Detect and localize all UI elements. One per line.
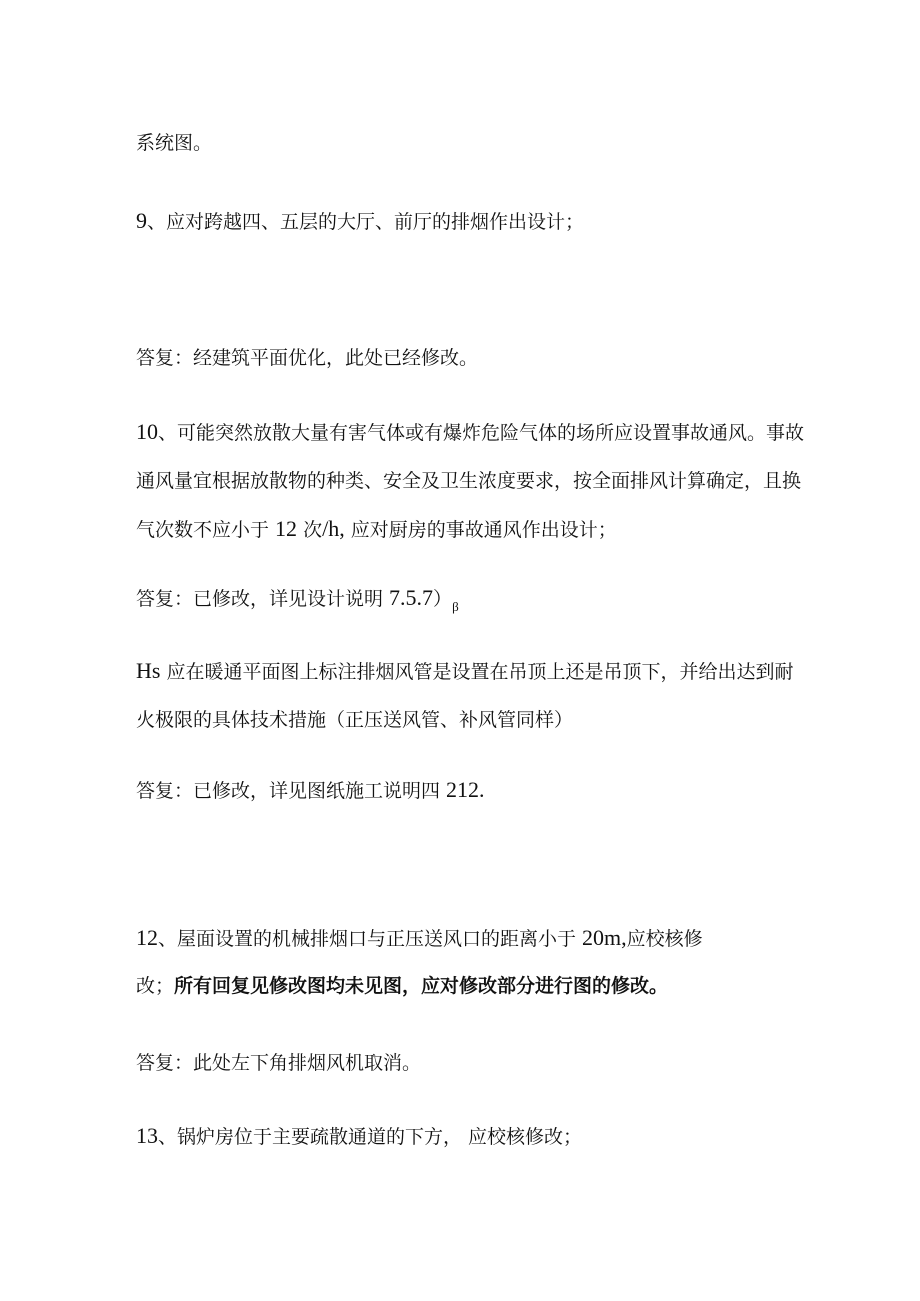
distance-value: 20m, <box>582 925 627 950</box>
item-10-line-3 <box>136 517 617 542</box>
item-text: 、可能突然放散大量有害气体或有爆炸危险气体的场所应设置事故通风。事故 <box>158 422 805 444</box>
text-post: 应对厨房的事故通风作出设计； <box>344 519 617 541</box>
item-text-post: 应校核修 <box>626 928 703 950</box>
item-text: 、屋面设置的机械排烟口与正压送风口的距离小于 <box>158 928 583 950</box>
reply-text: 答复：已修改，详见设计说明 <box>136 588 390 610</box>
item-number: 10 <box>136 419 158 444</box>
item-11-line-1 <box>136 659 794 684</box>
reply-10 <box>136 586 459 613</box>
item-text: 应在暖通平面图上标注排烟风管是设置在吊顶上还是吊顶下，并给出达到耐 <box>160 661 794 683</box>
reply-9 <box>136 346 478 370</box>
value-number: 12 <box>275 516 298 541</box>
item-number: 13 <box>136 1123 158 1148</box>
item-text: 火极限的具体技术措施（正压送风管、补风管同样） <box>136 709 574 731</box>
item-number: 9 <box>136 208 147 233</box>
item-13 <box>136 1124 582 1149</box>
item-10-line-2 <box>136 469 801 493</box>
item-9 <box>136 209 584 234</box>
text-pre: 气次数不应小于 <box>136 519 276 541</box>
item-text: 、锅炉房位于主要疏散通道的下方， 应校核修改； <box>158 1126 583 1148</box>
value-unit: /h, <box>322 516 345 541</box>
line-text: 系统图。 <box>136 132 213 154</box>
reply-text: 答复：此处左下角排烟风机取消。 <box>136 1052 422 1074</box>
reply-text: 答复：已修改，详见图纸施工说明四 <box>136 780 447 802</box>
paren: ） <box>433 588 453 610</box>
item-10-line-1 <box>136 420 804 445</box>
item-11-line-2 <box>136 708 573 732</box>
item-text: 改； <box>136 975 175 997</box>
item-12-line-1 <box>136 926 703 951</box>
reply-12 <box>136 1051 421 1075</box>
item-number: 12 <box>136 925 158 950</box>
item-text: 通风量宜根据放散物的种类、安全及卫生浓度要求，按全面排风计算确定，且换 <box>136 470 802 492</box>
item-label: Hs <box>136 658 161 683</box>
item-text-bold: 所有回复见修改图均未见图，应对修改部分进行图的修改。 <box>174 975 669 997</box>
reference-number: 212. <box>446 777 485 802</box>
item-12-line-2 <box>136 974 668 998</box>
reply-text: 答复：经建筑平面优化，此处已经修改。 <box>136 347 479 369</box>
subscript-mark: β <box>452 599 459 614</box>
text-mid: 次 <box>297 519 323 541</box>
reference-number: 7.5.7 <box>389 585 434 610</box>
item-text: 、应对跨越四、五层的大厅、前厅的排烟作出设计； <box>147 211 585 233</box>
reply-11 <box>136 778 485 803</box>
text-line-1 <box>136 131 212 155</box>
